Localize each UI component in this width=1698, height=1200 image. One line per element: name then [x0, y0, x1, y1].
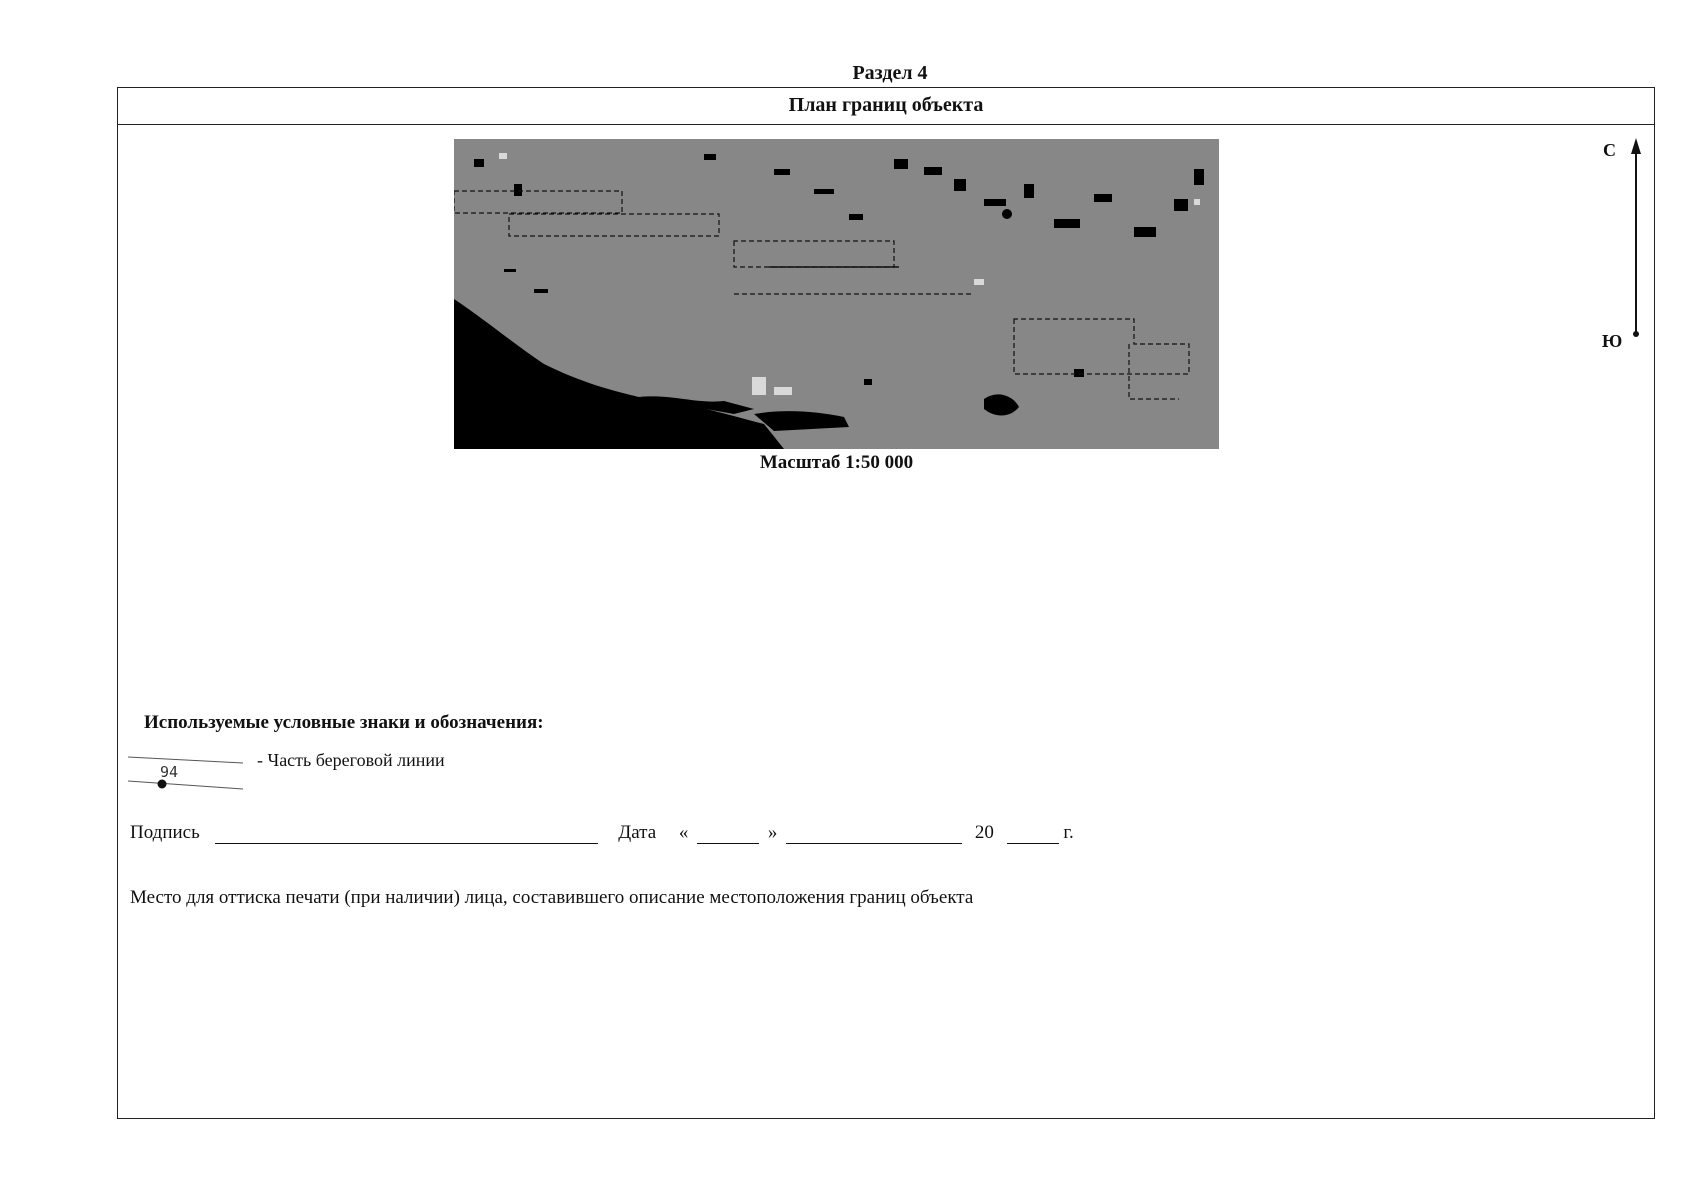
quote-close: »	[767, 822, 778, 843]
date-year-field[interactable]	[1007, 823, 1059, 844]
coastline-legend-icon	[128, 755, 248, 795]
date-day-field[interactable]	[697, 823, 759, 844]
stamp-note: Место для оттиска печати (при наличии) лица, составившего описание местоположения границ объекта	[130, 887, 974, 908]
quote-open: «	[678, 822, 689, 843]
signature-field[interactable]	[215, 823, 598, 844]
plan-frame	[117, 87, 1655, 1119]
plan-title: План границ объекта	[118, 88, 1654, 125]
signature-label: Подпись	[130, 822, 200, 843]
map-scale: Масштаб 1:50 000	[759, 452, 914, 473]
compass-arrow-icon	[1628, 138, 1644, 338]
legend-title: Используемые условные знаки и обозначения:	[144, 712, 544, 733]
signature-row	[130, 822, 1074, 844]
boundary-map-image	[454, 139, 1219, 449]
compass-south-label: Ю	[1602, 331, 1623, 351]
legend-sample-number: 94	[160, 763, 179, 781]
section-title: Раздел 4	[852, 62, 928, 84]
boundary-map	[454, 139, 1219, 449]
year-suffix: г.	[1063, 822, 1074, 843]
year-prefix: 20	[974, 822, 994, 843]
date-label: Дата	[618, 822, 657, 843]
legend-item-description: - Часть береговой линии	[257, 750, 445, 770]
compass-north-label: С	[1603, 140, 1616, 160]
date-month-field[interactable]	[786, 823, 962, 844]
